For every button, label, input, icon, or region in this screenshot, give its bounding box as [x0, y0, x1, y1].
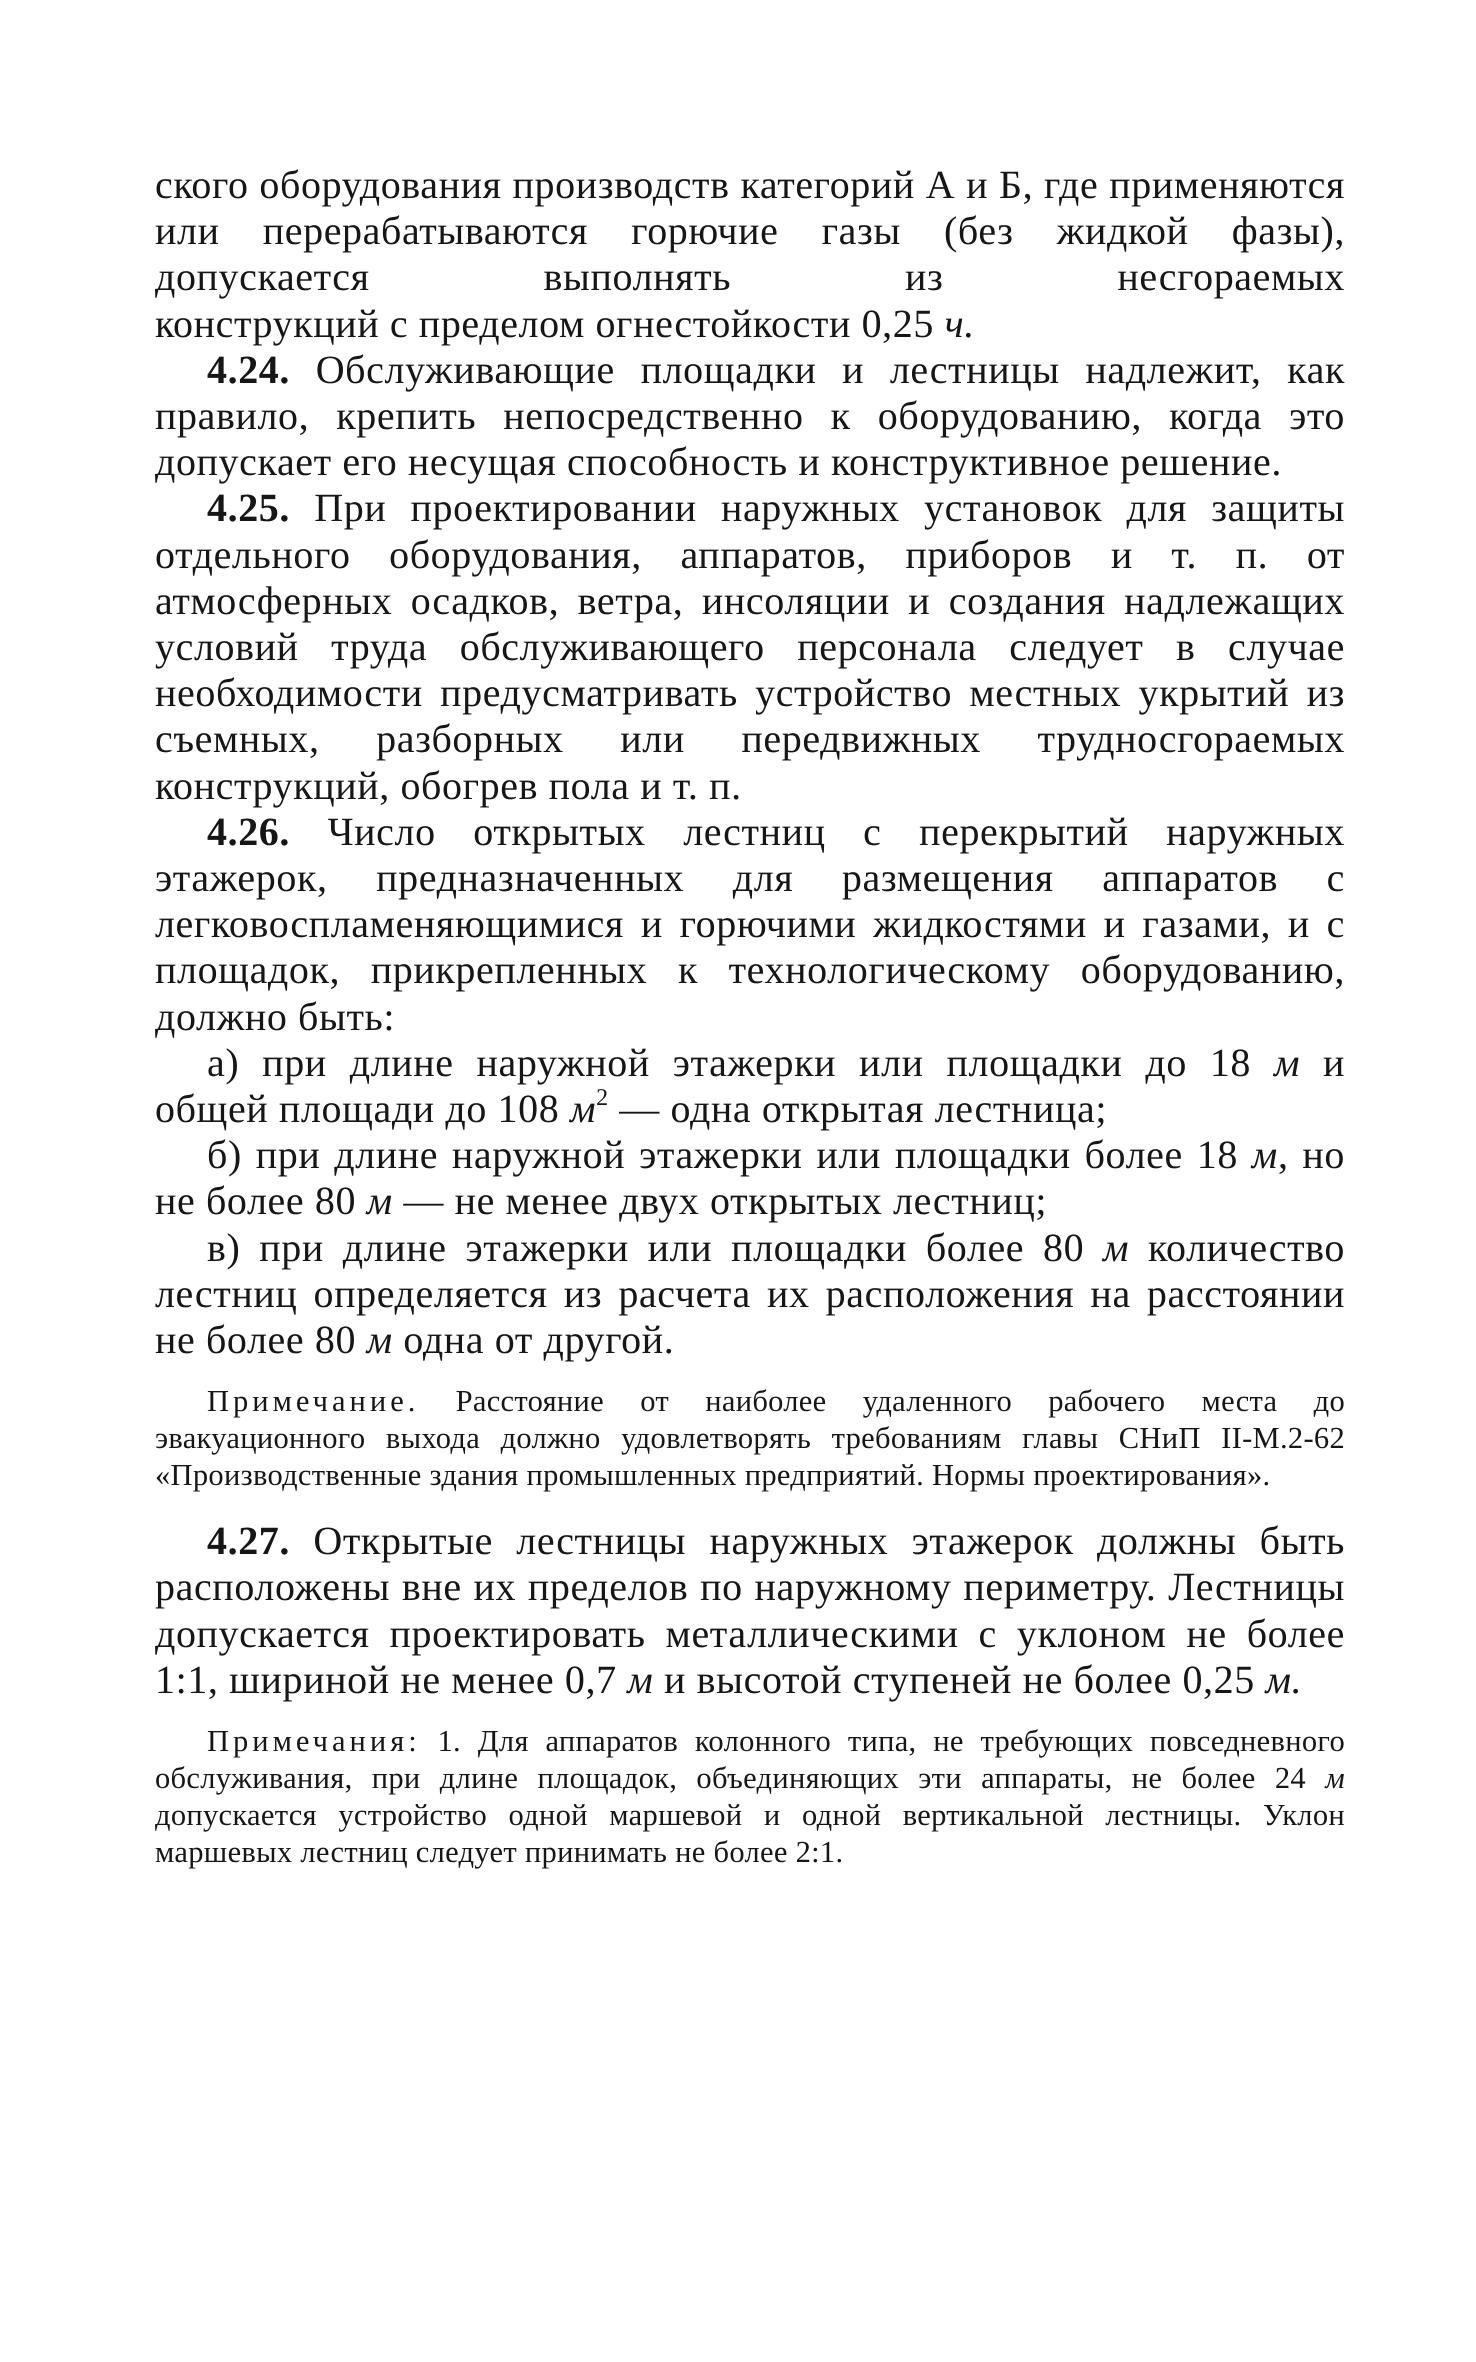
item-text: и общей площади до 108	[155, 1039, 1345, 1132]
item-text: б) при длине наружной этажерки или площадки более 18	[207, 1132, 1252, 1178]
unit-square-meter: м	[569, 1086, 597, 1132]
clause-number: 4.25.	[207, 485, 290, 531]
note-text: 1. Для аппаратов колонного типа, не требующих повседневного обслуживания, при длине площадок, объединяющих эти аппараты, не более 24	[155, 1724, 1345, 1796]
note-evacuation	[155, 1383, 1345, 1494]
clause-4-27	[155, 1518, 1345, 1703]
clause-text: Обслуживающие площадки и лестницы надлежит, как правило, крепить непосредственно к оборудованию, когда это допускает его несущая способность и конструктивное решение.	[155, 346, 1345, 485]
unit-meter: м	[1273, 1039, 1301, 1085]
paragraph-continuation	[155, 162, 1345, 301]
unit-meter: м	[627, 1656, 654, 1702]
paragraph-line: применяются или перерабатываются горючие газы (без	[155, 162, 1345, 254]
clause-number: 4.26.	[207, 808, 290, 854]
unit-meter: м	[366, 1317, 393, 1363]
paragraph-line: ского оборудования производств категорий А и Б, где	[155, 162, 1099, 207]
unit-meter: м	[1103, 1224, 1130, 1270]
item-text: одна от другой.	[392, 1317, 675, 1363]
item-text: а) при длине наружной этажерки или площадки до 18	[207, 1039, 1274, 1085]
clause-text: Число открытых лестниц с перекрытий наружных этажерок, предназначенных для размещения аппаратов с легковоспламеняющимися и горючими жидкостями и газами, и с площадок, прикрепленных к технологическому оборудованию, должно быть:	[155, 808, 1345, 1039]
note-text: Расстояние от наиболее удаленного рабочего места до эвакуационного выхода должно удовлетворять требованиям главы СНиП II-М.2-62 «Производственные здания промышленных предприятий. Нормы проектирования».	[155, 1384, 1345, 1493]
clause-text: Открытые лестницы наружных этажерок должны быть расположены вне их пределов по наружному периметру. Лестницы допускается проектировать металлическими с уклоном не более 1:1, шириной не менее 0,7	[155, 1518, 1345, 1702]
paragraph-line: жидкой фазы), допускается выполнять из несгораемых	[155, 208, 1346, 300]
note-label: Примечания:	[207, 1724, 421, 1759]
unit-meter: м.	[1265, 1656, 1303, 1702]
item-text: — не менее двух открытых лестниц;	[392, 1178, 1048, 1224]
clause-4-24	[155, 347, 1345, 486]
unit-hour: ч.	[944, 300, 975, 346]
unit-meter: м	[366, 1178, 393, 1224]
clause-number: 4.27.	[207, 1518, 290, 1564]
unit-meter: м	[1325, 1761, 1345, 1796]
list-item-a	[155, 1040, 1345, 1132]
clause-4-26	[155, 809, 1345, 1040]
clause-text: При проектировании наружных установок для защиты отдельного оборудования, аппаратов, приборов и т. п. от атмосферных осадков, ветра, инсоляции и создания надлежащих условий труда обслуживающего персонала следует в случае необходимости предусматривать устройство местных укрытий из съемных, разборных или передвижных трудносгораемых конструкций, обогрев пола и т. п.	[155, 485, 1345, 808]
note-text: допускается устройство одной маршевой и одной вертикальной лестницы. Уклон маршевых лестниц следует принимать не более 2:1.	[155, 1798, 1345, 1870]
note-column-apparatus	[155, 1723, 1345, 1871]
item-text: количество лестниц определяется из расчета их расположения на расстоянии не более 80	[155, 1224, 1345, 1363]
document-page	[155, 162, 1345, 1871]
item-text: — одна открытая лестница;	[608, 1086, 1108, 1132]
clause-number: 4.24.	[207, 346, 290, 392]
list-item-b	[155, 1132, 1345, 1224]
paragraph-text: конструкций с пределом огнестойкости 0,25	[155, 300, 945, 346]
paragraph-continuation-last-line	[155, 301, 1345, 347]
clause-4-25	[155, 485, 1345, 808]
unit-meter: м	[1251, 1132, 1278, 1178]
item-text: в) при длине этажерки или площадки более 80	[207, 1224, 1104, 1270]
superscript: 2	[596, 1085, 609, 1112]
note-label: Примечание.	[207, 1384, 420, 1419]
clause-text: и высотой ступеней не более 0,25	[653, 1656, 1266, 1702]
item-text: , но не более 80	[155, 1132, 1345, 1224]
list-item-c	[155, 1225, 1345, 1364]
